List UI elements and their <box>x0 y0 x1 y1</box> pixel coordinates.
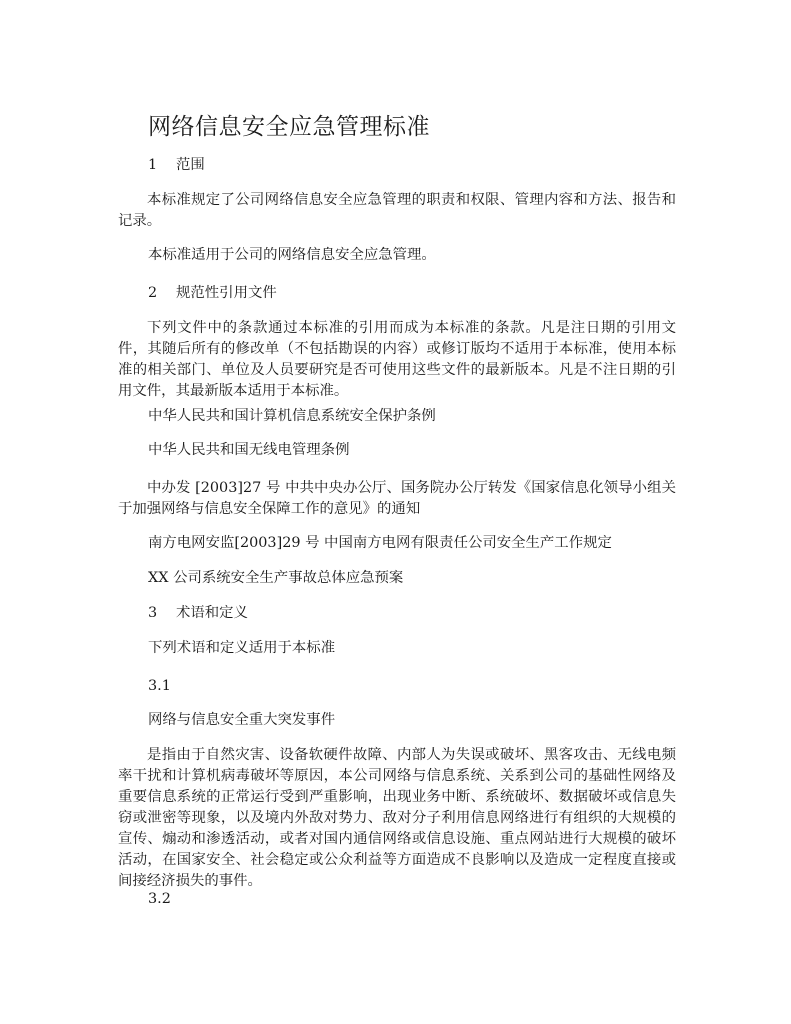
subsection-3-1-number: 3.1 <box>148 678 171 694</box>
section-3-title: 术语和定义 <box>176 605 248 621</box>
reference-item-4: 南方电网安监[2003]29 号 中国南方电网有限责任公司安全生产工作规定 <box>148 535 612 551</box>
subsection-3-2-number: 3.2 <box>148 891 171 907</box>
reference-item-5: XX 公司系统安全生产事故总体应急预案 <box>148 570 404 586</box>
section-2-paragraph-1: 下列文件中的条款通过本标准的引用而成为本标准的条款。凡是注日期的引用文件，其随后所有的修改单（不包括勘误的内容）或修订版均不适用于本标准，使用本标准的相关部门、单位及人员要研究是否可使用这些文件的最新版本。凡是不注日期的引用文件，其最新版本适用于本标准。 <box>118 320 676 399</box>
section-2-heading <box>148 283 277 304</box>
section-3-heading <box>148 603 248 624</box>
section-1-number: 1 <box>148 157 158 173</box>
document-title: 网络信息安全应急管理标准 <box>148 114 430 140</box>
section-1-title: 范围 <box>176 157 205 173</box>
subsection-3-1-definition: 是指由于自然灾害、设备软硬件故障、内部人为失误或破坏、黑客攻击、无线电频率干扰和计算机病毒破坏等原因，本公司网络与信息系统、关系到公司的基础性网络及重要信息系统的正常运行受到严重影响，出现业务中断、系统破坏、数据破坏或信息失窃或泄密等现象，以及境内外敌对势力、敌对分子利用信息网络进行有组织的大规模的宣传、煽动和渗透活动，或者对国内通信网络或信息设施、重点网站进行大规模的破坏活动，在国家安全、社会稳定或公众利益等方面造成不良影响以及造成一定程度直接或间接经济损失的事件。 <box>118 747 676 889</box>
reference-item-3: 中办发 [2003]27 号 中共中央办公厅、国务院办公厅转发《国家信息化领导小组关于加强网络与信息安全保障工作的意见》的通知 <box>118 480 676 517</box>
section-2-number: 2 <box>148 285 158 301</box>
subsection-3-1-term: 网络与信息安全重大突发事件 <box>148 712 336 728</box>
section-2-title: 规范性引用文件 <box>176 285 277 301</box>
section-1-paragraph-2: 本标准适用于公司的网络信息安全应急管理。 <box>148 247 436 263</box>
reference-item-2: 中华人民共和国无线电管理条例 <box>148 442 350 458</box>
section-3-paragraph-1: 下列术语和定义适用于本标准 <box>148 640 336 656</box>
section-1-heading <box>148 155 205 176</box>
section-3-number: 3 <box>148 605 158 621</box>
section-1-paragraph-1: 本标准规定了公司网络信息安全应急管理的职责和权限、管理内容和方法、报告和记录。 <box>118 192 676 229</box>
reference-item-1: 中华人民共和国计算机信息系统安全保护条例 <box>148 408 436 424</box>
